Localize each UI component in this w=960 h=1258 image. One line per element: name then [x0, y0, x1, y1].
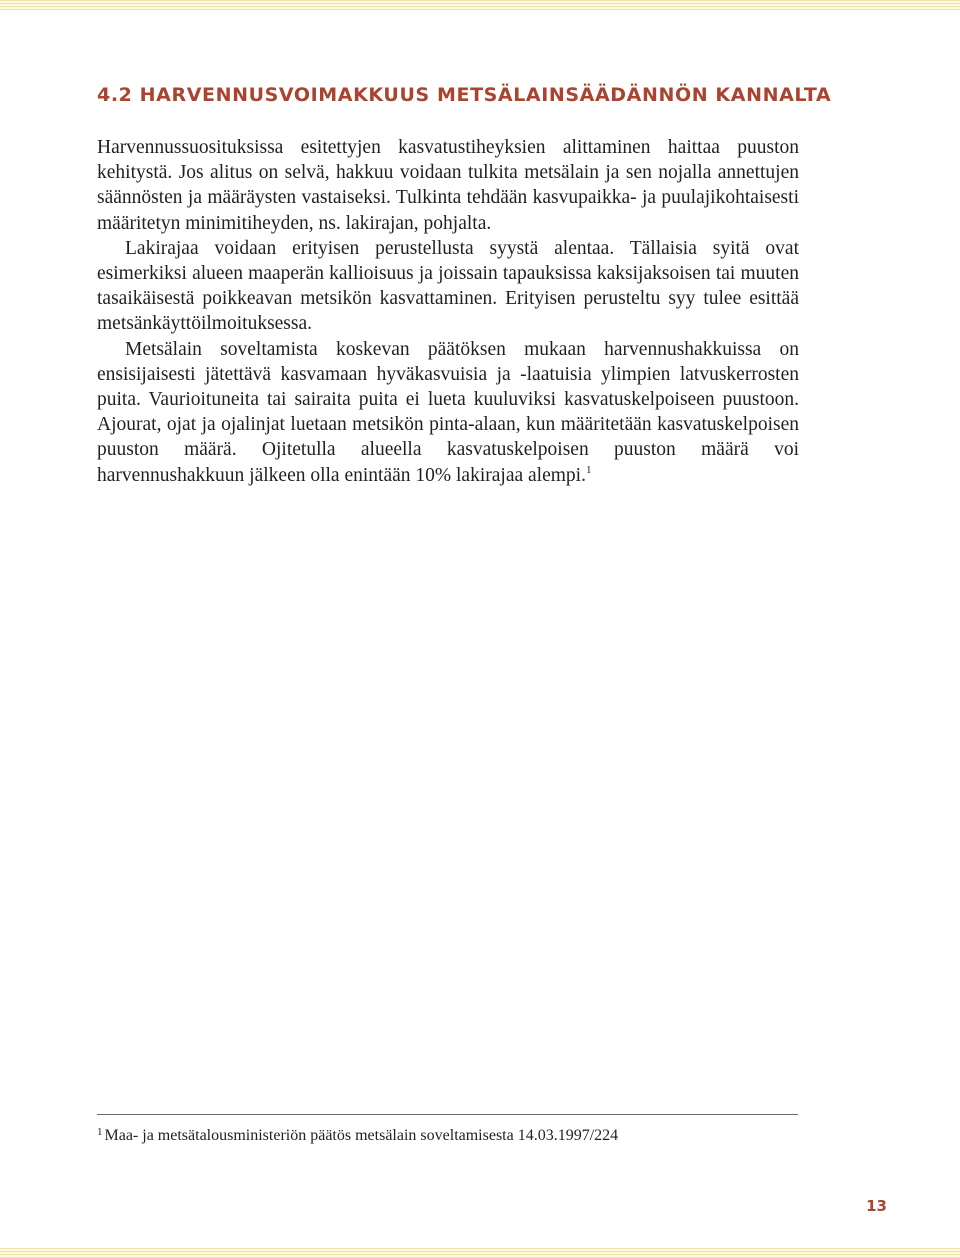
body-text [97, 135, 799, 488]
footnote-divider [97, 1114, 798, 1115]
page-number: 13 [866, 1197, 887, 1215]
top-border-strip [0, 0, 960, 10]
footnote-number: 1 [97, 1126, 103, 1138]
section-heading: 4.2 HARVENNUSVOIMAKKUUS METSÄLAINSÄÄDÄNNÖN KANNALTA [97, 84, 832, 106]
footnote-reference[interactable]: 1 [585, 463, 592, 476]
footnote-text: Maa- ja metsätalousministeriön päätös metsälain soveltamisesta 14.03.1997/224 [104, 1127, 619, 1144]
paragraph-with-footnote [97, 337, 799, 488]
footnote [97, 1121, 618, 1147]
paragraph-text: Metsälain soveltamista koskevan päätöksen mukaan harvennushakkuissa on ensisijaisesti jätettävä kasvamaan hyväkasvuisia ja -laatuisia ylimpien latvuskerrosten puita. Vaurioituneita tai sairaita puita ei lueta kuuluviksi kasvatuskelpoiseen puustoon. Ajourat, ojat ja ojalinjat luetaan metsikön pinta-alaan, kun määritetään kasvatuskelpoisen puuston määrä. Ojitetulla alueella kasvatuskelpoisen puuston määrä voi harvennushakkuun jälkeen olla enintään 10% lakirajaa alempi. [97, 338, 799, 486]
bottom-border-strip [0, 1248, 960, 1258]
paragraph: Lakirajaa voidaan erityisen perustellusta syystä alentaa. Tällaisia syitä ovat esimerkiksi alueen maaperän kallioisuus ja joissain tapauksissa kaksijaksoisen tai muuten tasaikäisestä poikkeavan metsikön kasvattaminen. Erityisen perusteltu syy tulee esittää metsänkäyttöilmoituksessa. [97, 237, 799, 335]
paragraph: Harvennussuosituksissa esitettyjen kasvatustiheyksien alittaminen haittaa puuston kehitystä. Jos alitus on selvä, hakkuu voidaan tulkita metsälain ja sen nojalla annettujen säännösten ja määräysten vastaiseksi. Tulkinta tehdään kasvupaikka- ja puulajikohtaisesti määritetyn minimitiheyden, ns. lakirajan, pohjalta. [97, 137, 799, 234]
